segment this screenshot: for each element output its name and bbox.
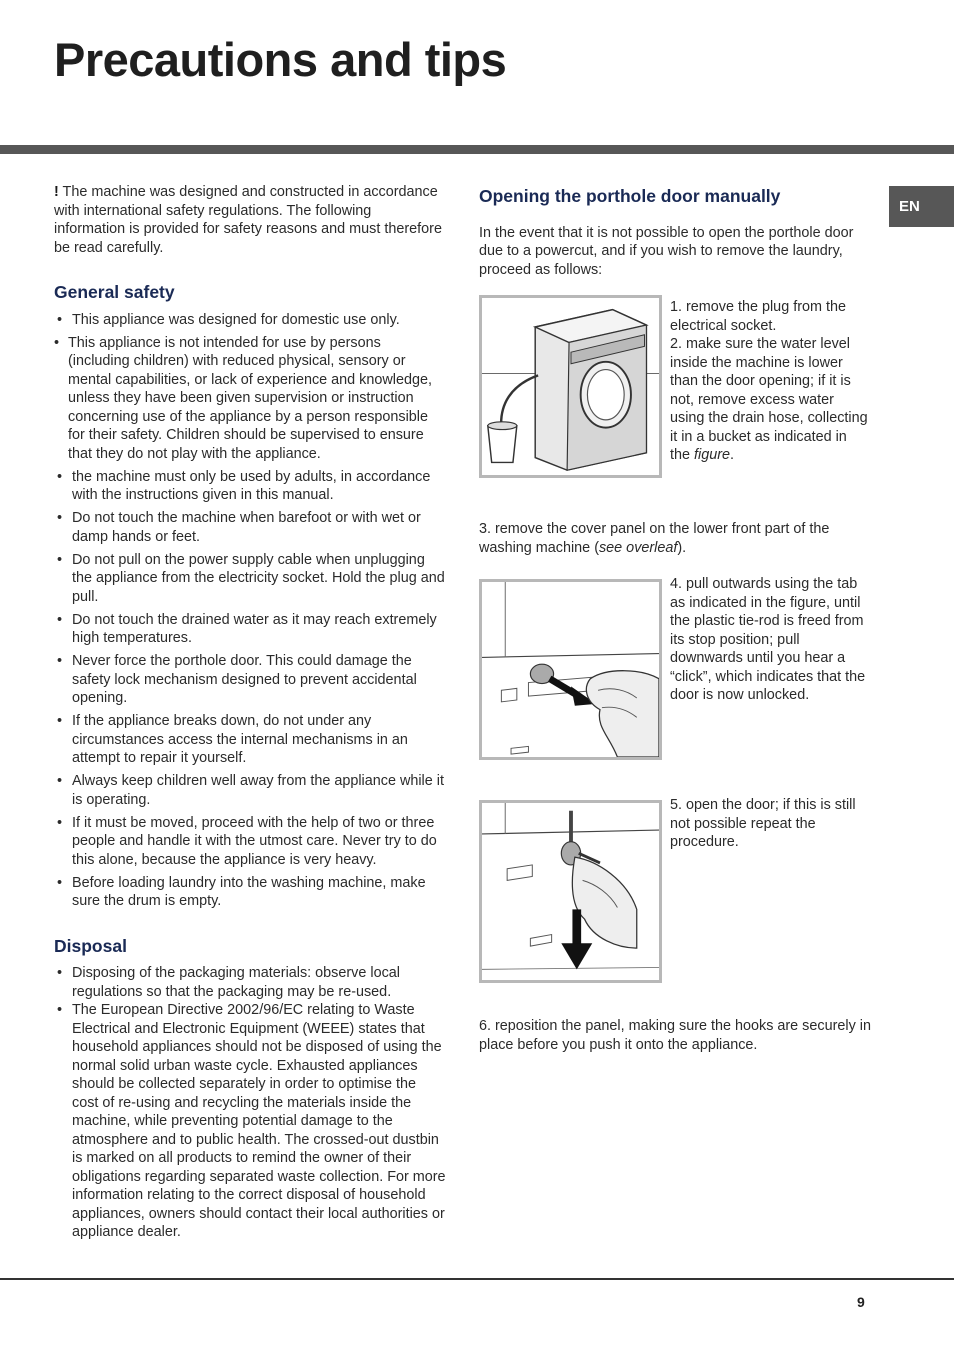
- right-column: [479, 183, 871, 279]
- footer-rule: [0, 1278, 954, 1280]
- list-item: • Disposing of the packaging materials: observe local regulations so that the packaging may be re-used.: [54, 964, 446, 1001]
- step-1-2-text: [670, 298, 870, 465]
- list-item: • Do not touch the machine when barefoot or with wet or damp hands or feet.: [54, 509, 446, 546]
- list-item: • If the appliance breaks down, do not under any circumstances access the internal mechanisms in an attempt to repair it yourself.: [54, 712, 446, 768]
- step-1: 1. remove the plug from the electrical socket.: [670, 299, 846, 334]
- list-item: • Never force the porthole door. This could damage the safety lock mechanism designed to prevent accidental opening.: [54, 652, 446, 708]
- intro-paragraph: [54, 183, 446, 257]
- language-tab: EN: [889, 186, 954, 227]
- general-safety-list: [54, 311, 446, 911]
- pull-tie-rod-down-figure: [479, 800, 662, 983]
- step-4: 4. pull outwards using the tab as indicated in the figure, until the plastic tie-rod is freed from its stop position; pull downwards until you hear a “click”, which indicates that the door is now unlocked.: [670, 576, 866, 703]
- list-item: • This appliance is not intended for use by persons (including children) with reduced physical, sensory or mental capabilities, or lack of experience and knowledge, unless they have been given supervision or instruction concerning use of the appliance by a person responsible for their safety. Children should be supervised to ensure that they do not play with the appliance.: [54, 334, 446, 464]
- list-item: • the machine must only be used by adults, in accordance with the instructions given in this manual.: [54, 468, 446, 505]
- list-item: • The European Directive 2002/96/EC relating to Waste Electrical and Electronic Equipment (WEEE) states that household appliances should not be disposed of using the normal solid urban waste cycle. Exhausted appliances should be collected separately in order to optimise the cost of re-using and recycling the materials inside the machine, while preventing potential damage to the atmosphere and to public health. The crossed-out dustbin is marked on all products to remind the owner of their obligations regarding separated waste collection. For more information relating to the correct disposal of household appliances, owners should contact their local authorities or appliance dealer.: [54, 1001, 446, 1242]
- header-bar: [0, 145, 954, 154]
- disposal-list: [54, 964, 446, 1242]
- list-item: • This appliance was designed for domestic use only.: [54, 311, 446, 330]
- step-5: 5. open the door; if this is still not possible repeat the procedure.: [670, 797, 856, 850]
- porthole-heading: Opening the porthole door manually: [479, 186, 781, 206]
- washing-machine-drain-figure: [479, 295, 662, 478]
- step-2: 2. make sure the water level inside the machine is lower than the door opening; if it is not, remove excess water using the drain hose, collecting it in a bucket as indicated in the figure.: [670, 336, 868, 463]
- step-3: 3. remove the cover panel on the lower front part of the washing machine (see overleaf).: [479, 521, 830, 556]
- warning-mark: !: [54, 184, 59, 200]
- pull-tab-outwards-figure: [479, 579, 662, 760]
- disposal-heading: Disposal: [54, 935, 127, 956]
- page-title: Precautions and tips: [54, 33, 507, 86]
- list-item: • Always keep children well away from the appliance while it is operating.: [54, 772, 446, 809]
- list-item: • Do not touch the drained water as it may reach extremely high temperatures.: [54, 611, 446, 648]
- intro-text: The machine was designed and constructed in accordance with international safety regulations. The following information is provided for safety reasons and must therefore be read carefully.: [54, 184, 442, 256]
- general-safety-heading: General safety: [54, 282, 175, 302]
- page-number: 9: [857, 1294, 865, 1310]
- porthole-intro: In the event that it is not possible to open the porthole door due to a powercut, and if you wish to remove the laundry, proceed as follows:: [479, 224, 854, 278]
- step-6: 6. reposition the panel, making sure the hooks are securely in place before you push it onto the appliance.: [479, 1018, 871, 1053]
- left-column: [54, 183, 446, 1242]
- list-item: • Before loading laundry into the washing machine, make sure the drum is empty.: [54, 874, 446, 911]
- list-item: • If it must be moved, proceed with the help of two or three people and handle it with the utmost care. Never try to do this alone, because the appliance is very heavy.: [54, 814, 446, 870]
- list-item: • Do not pull on the power supply cable when unplugging the appliance from the electricity socket. Hold the plug and pull.: [54, 551, 446, 607]
